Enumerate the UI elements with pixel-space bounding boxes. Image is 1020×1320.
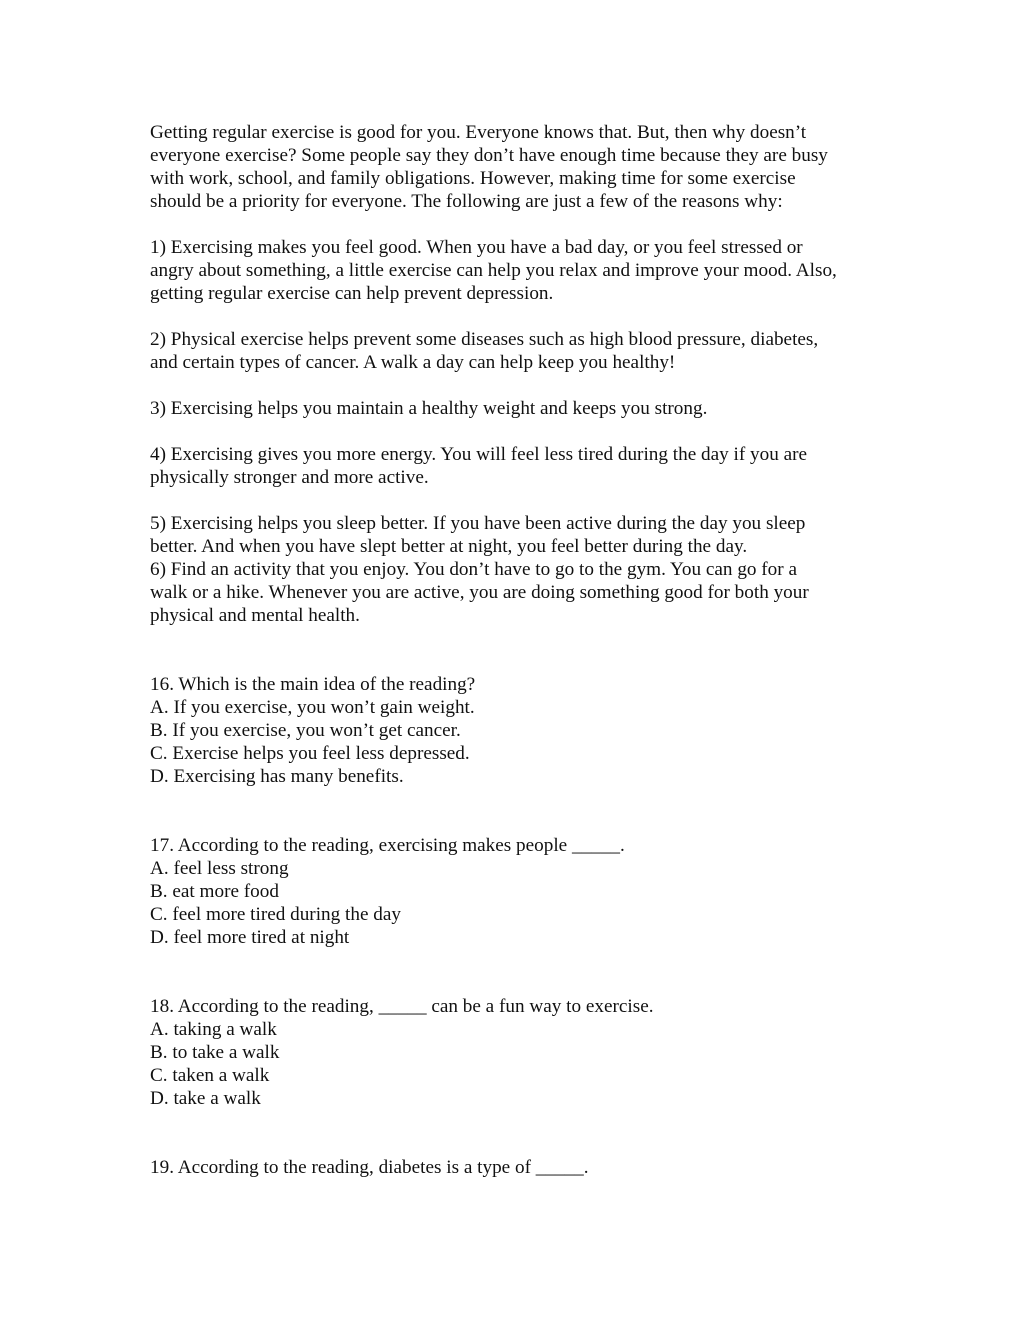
- question-17: [150, 834, 880, 949]
- text-line: Getting regular exercise is good for you. Everyone knows that. But, then why doesn’t: [150, 122, 807, 143]
- answer-option: B. If you exercise, you won’t get cancer.: [150, 720, 461, 741]
- text-line: 6) Find an activity that you enjoy. You don’t have to go to the gym. You can go for a: [150, 559, 797, 580]
- answer-option: C. feel more tired during the day: [150, 904, 401, 925]
- text-line: 4) Exercising gives you more energy. You will feel less tired during the day if you are: [150, 444, 808, 465]
- text-line: getting regular exercise can help prevent depression.: [150, 283, 554, 304]
- text-line: better. And when you have slept better at night, you feel better during the day.: [150, 536, 748, 557]
- question-prompt: 17. According to the reading, exercising makes people _____.: [150, 835, 625, 856]
- text-line: physically stronger and more active.: [150, 467, 429, 488]
- text-line: 5) Exercising helps you sleep better. If you have been active during the day you sleep: [150, 513, 806, 534]
- reason-paragraph-5-6: [150, 512, 880, 627]
- answer-option: C. Exercise helps you feel less depressed.: [150, 743, 470, 764]
- answer-option: A. If you exercise, you won’t gain weight.: [150, 697, 475, 718]
- question-19: [150, 1156, 880, 1179]
- text-line: and certain types of cancer. A walk a day can help keep you healthy!: [150, 352, 676, 373]
- reason-paragraph-4: [150, 443, 880, 489]
- answer-option: B. eat more food: [150, 881, 279, 902]
- text-line: 3) Exercising helps you maintain a healthy weight and keeps you strong.: [150, 398, 708, 419]
- reason-paragraph-2: [150, 328, 880, 374]
- text-line: 1) Exercising makes you feel good. When you have a bad day, or you feel stressed or: [150, 237, 803, 258]
- question-prompt: 16. Which is the main idea of the reading?: [150, 674, 476, 695]
- answer-option: D. take a walk: [150, 1088, 261, 1109]
- answer-option: D. Exercising has many benefits.: [150, 766, 404, 787]
- text-line: physical and mental health.: [150, 605, 360, 626]
- question-prompt: 19. According to the reading, diabetes is a type of _____.: [150, 1157, 589, 1178]
- answer-option: A. taking a walk: [150, 1019, 277, 1040]
- text-line: walk or a hike. Whenever you are active, you are doing something good for both your: [150, 582, 809, 603]
- document-page: [150, 121, 880, 1179]
- answer-option: A. feel less strong: [150, 858, 289, 879]
- question-prompt: 18. According to the reading, _____ can be a fun way to exercise.: [150, 996, 654, 1017]
- text-line: 2) Physical exercise helps prevent some diseases such as high blood pressure, diabetes,: [150, 329, 819, 350]
- answer-option: C. taken a walk: [150, 1065, 270, 1086]
- question-16: [150, 673, 880, 788]
- text-line: everyone exercise? Some people say they don’t have enough time because they are busy: [150, 145, 828, 166]
- text-line: should be a priority for everyone. The following are just a few of the reasons why:: [150, 191, 783, 212]
- answer-option: D. feel more tired at night: [150, 927, 350, 948]
- reason-paragraph-3: [150, 397, 880, 420]
- text-line: angry about something, a little exercise can help you relax and improve your mood. Also,: [150, 260, 837, 281]
- text-line: with work, school, and family obligations. However, making time for some exercise: [150, 168, 796, 189]
- intro-paragraph: [150, 121, 880, 213]
- answer-option: B. to take a walk: [150, 1042, 280, 1063]
- question-18: [150, 995, 880, 1110]
- reason-paragraph-1: [150, 236, 880, 305]
